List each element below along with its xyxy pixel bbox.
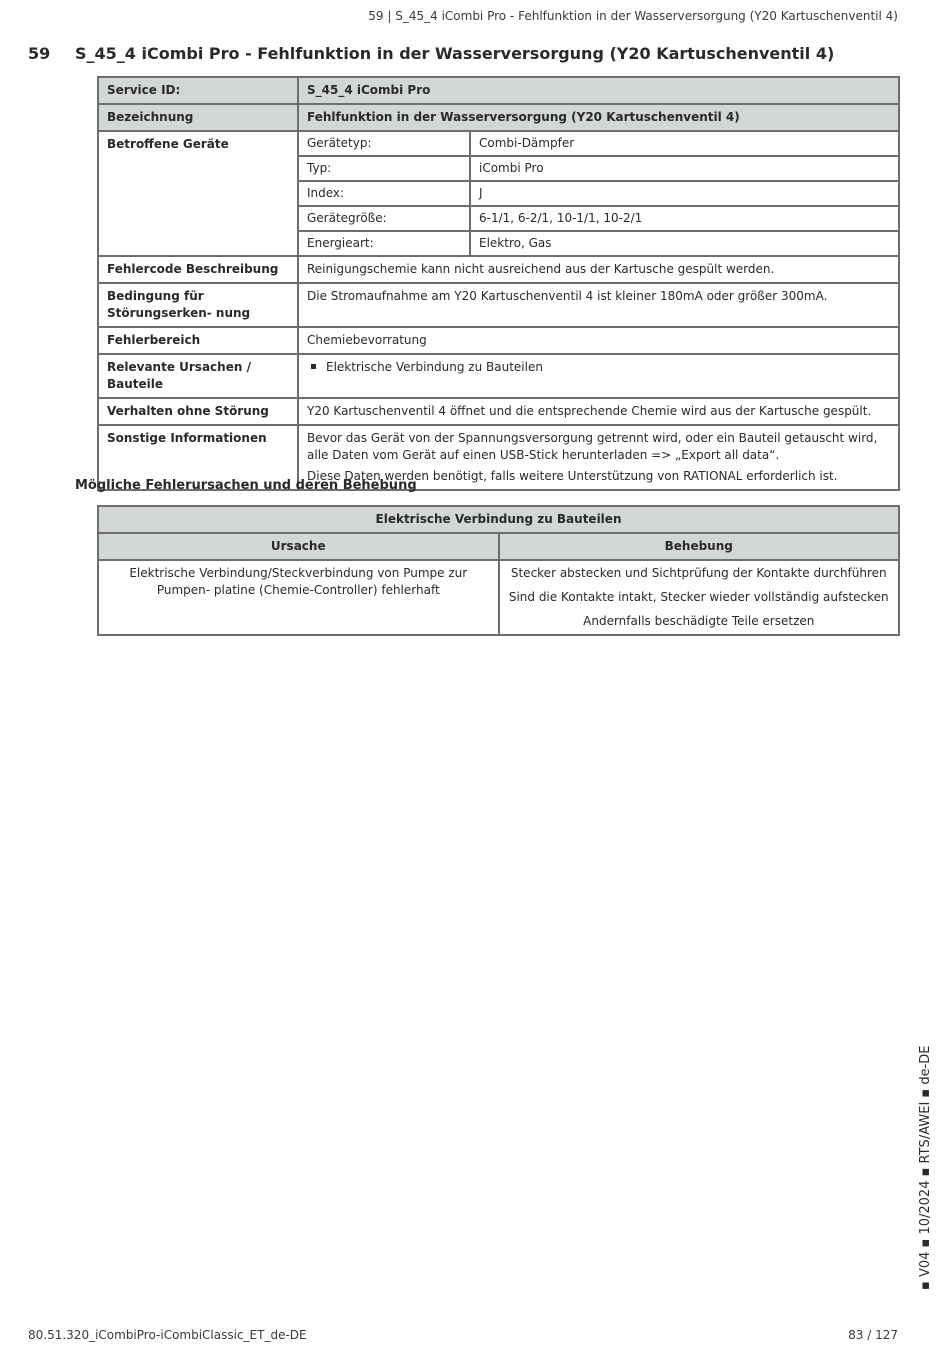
sonstige-label: Sonstige Informationen — [99, 426, 297, 489]
page-number: 83 / 127 — [848, 1328, 898, 1342]
row-service-id — [99, 78, 898, 103]
fehlerbereich-label: Fehlerbereich — [99, 328, 297, 353]
row-bezeichnung — [99, 105, 898, 130]
ursachen-value — [299, 355, 898, 397]
geraete-value: Elektro, Gas — [471, 232, 898, 255]
geraete-key: Typ: — [299, 157, 471, 180]
bezeichnung-label: Bezeichnung — [99, 105, 297, 130]
service-id-value: S_45_4 iCombi Pro — [299, 78, 898, 103]
geraete-cell — [299, 132, 898, 255]
causes-row — [99, 561, 898, 634]
geraete-value: J — [471, 182, 898, 205]
behebung-step: Stecker abstecken und Sichtprüfung der Kontakte durchführen — [510, 566, 887, 580]
geraete-key: Index: — [299, 182, 471, 205]
verhalten-value: Y20 Kartuschenventil 4 öffnet und die entsprechende Chemie wird aus der Kartusche gespült. — [299, 399, 898, 424]
section-number: 59 — [28, 44, 51, 63]
service-id-label: Service ID: — [99, 78, 297, 103]
row-betroffene-geraete — [99, 132, 898, 255]
col-behebung-header: Behebung — [500, 534, 899, 559]
row-ursachen — [99, 355, 898, 397]
causes-table-title: Elektrische Verbindung zu Bauteilen — [99, 507, 898, 532]
geraete-row — [299, 232, 898, 255]
row-bedingung — [99, 284, 898, 326]
row-fehlerbereich — [99, 328, 898, 353]
geraete-key: Gerätegröße: — [299, 207, 471, 230]
behebung-step: Sind die Kontakte intakt, Stecker wieder vollständig aufstecken — [508, 590, 889, 604]
sonstige-paragraph-2: Diese Daten werden benötigt, falls weitere Unterstützung von RATIONAL erforderlich ist. — [307, 469, 838, 483]
sonstige-paragraph-1: Bevor das Gerät von der Spannungsversorgung getrennt wird, oder ein Bauteil getauscht wird, alle Daten vom Gerät auf einen USB-Stick herunterladen => „Export all data“. — [307, 431, 878, 462]
causes-title-row — [99, 507, 898, 532]
geraete-value: Combi-Dämpfer — [471, 132, 898, 155]
fehlercode-label: Fehlercode Beschreibung — [99, 257, 297, 282]
fehlercode-value: Reinigungschemie kann nicht ausreichend aus der Kartusche gespült werden. — [299, 257, 898, 282]
geraete-key: Gerätetyp: — [299, 132, 471, 155]
bedingung-label: Bedingung für Störungserken- nung — [99, 284, 297, 326]
causes-table — [97, 505, 900, 636]
geraete-value: 6-1/1, 6-2/1, 10-1/1, 10-2/1 — [471, 207, 898, 230]
running-header: 59 | S_45_4 iCombi Pro - Fehlfunktion in der Wasserversorgung (Y20 Kartuschenventil 4) — [368, 9, 898, 23]
document-id: 80.51.320_iCombiPro-iCombiClassic_ET_de-DE — [28, 1328, 307, 1342]
ursachen-label: Relevante Ursachen / Bauteile — [99, 355, 297, 397]
causes-header-row — [99, 534, 898, 559]
verhalten-label: Verhalten ohne Störung — [99, 399, 297, 424]
geraete-row — [299, 132, 898, 155]
geraete-row — [299, 207, 898, 230]
section-title-text: S_45_4 iCombi Pro - Fehlfunktion in der Wasserversorgung (Y20 Kartuschenventil 4) — [75, 44, 835, 63]
section-title — [28, 44, 908, 63]
service-info-table — [97, 76, 900, 491]
col-ursache-header: Ursache — [99, 534, 498, 559]
bezeichnung-value: Fehlfunktion in der Wasserversorgung (Y20 Kartuschenventil 4) — [299, 105, 898, 130]
fehlerbereich-value: Chemiebevorratung — [299, 328, 898, 353]
row-verhalten — [99, 399, 898, 424]
bullet-icon — [311, 364, 316, 369]
ursachen-item: Elektrische Verbindung zu Bauteilen — [326, 360, 543, 374]
ursache-cell: Elektrische Verbindung/Steckverbindung von Pumpe zur Pumpen- platine (Chemie-Controller) fehlerhaft — [99, 561, 498, 634]
row-fehlercode — [99, 257, 898, 282]
geraete-value: iCombi Pro — [471, 157, 898, 180]
behebung-step: Andernfalls beschädigte Teile ersetzen — [583, 614, 815, 628]
geraete-label: Betroffene Geräte — [99, 132, 297, 255]
bedingung-value: Die Stromaufnahme am Y20 Kartuschenventil 4 ist kleiner 180mA oder größer 300mA. — [299, 284, 898, 326]
geraete-row — [299, 182, 898, 205]
version-side-text: ▪ V04 ▪ 10/2024 ▪ RTS/AWEI ▪ de-DE — [918, 1045, 933, 1290]
causes-heading: Mögliche Fehlerursachen und deren Behebung — [75, 478, 417, 493]
geraete-key: Energieart: — [299, 232, 471, 255]
geraete-row — [299, 157, 898, 180]
behebung-cell — [500, 561, 899, 634]
geraete-table — [299, 130, 898, 257]
